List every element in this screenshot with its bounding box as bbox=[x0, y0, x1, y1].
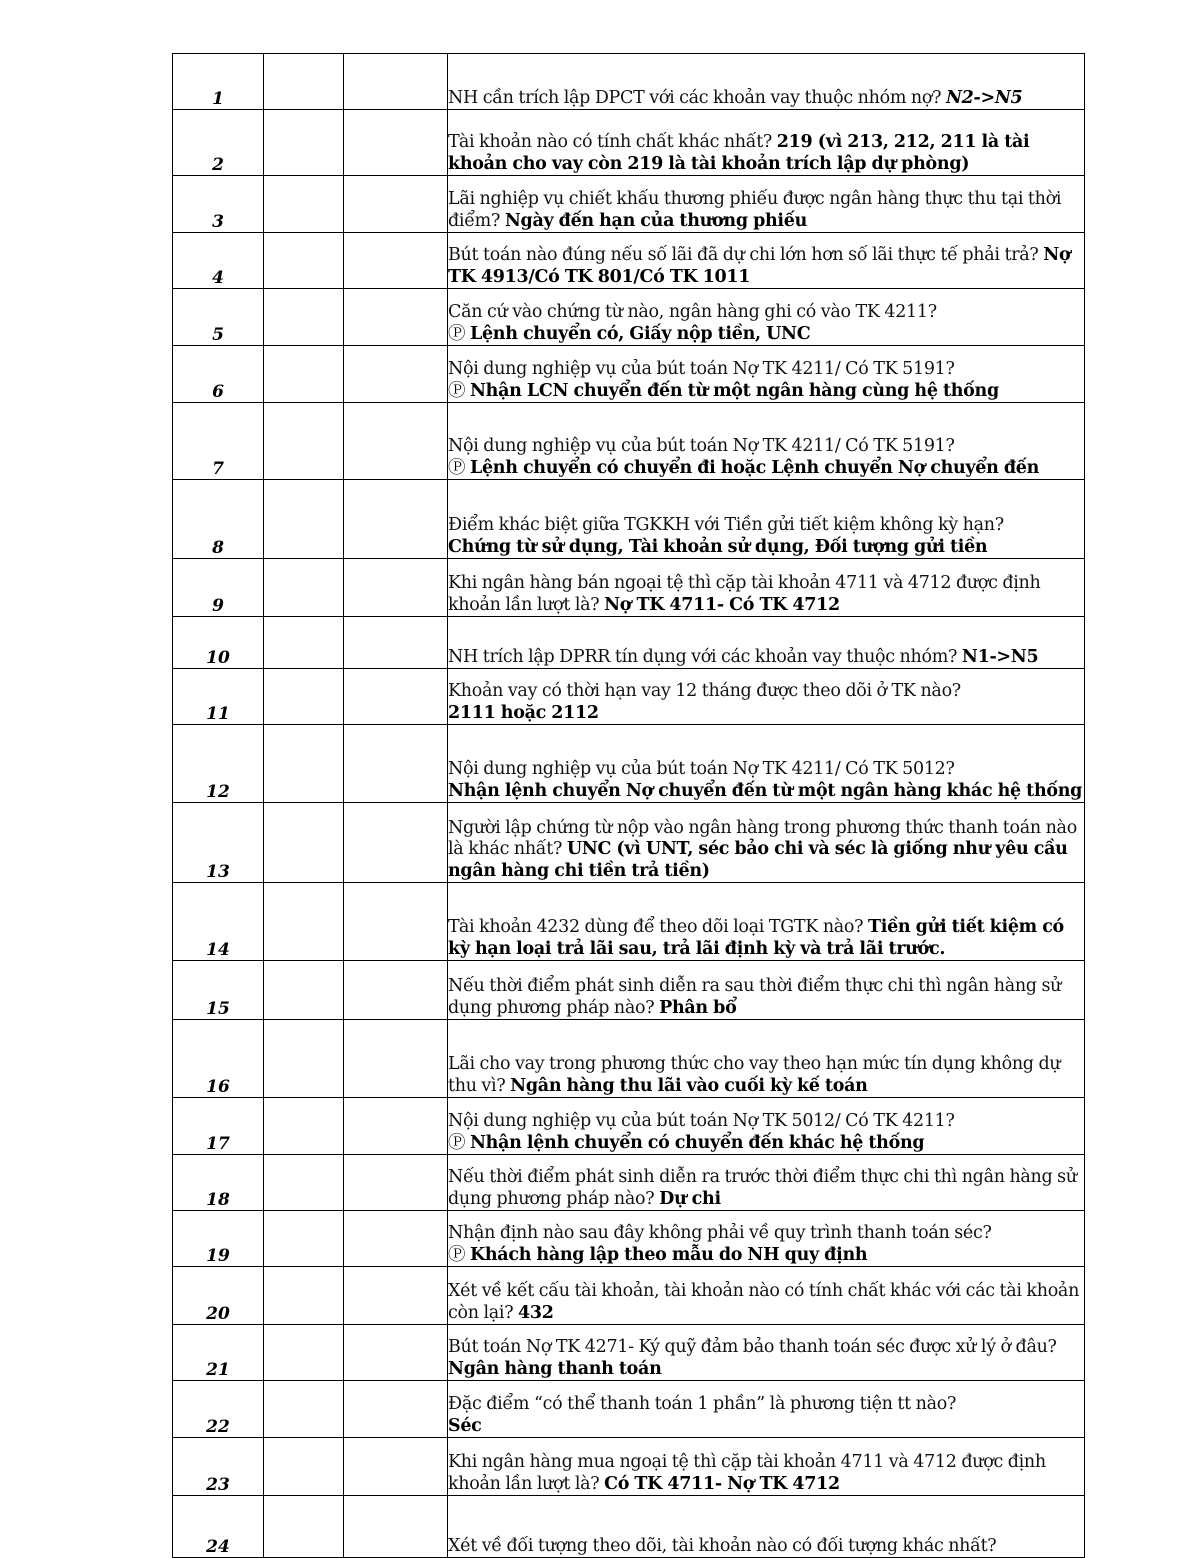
question-number: 19 bbox=[173, 1211, 264, 1267]
question-cell bbox=[448, 233, 1085, 289]
question-text: Điểm khác biệt giữa TGKKH với Tiền gửi tiết kiệm không kỳ hạn? bbox=[448, 515, 1004, 535]
question-number: 21 bbox=[173, 1325, 264, 1381]
question-text: Khoản vay có thời hạn vay 12 tháng được theo dõi ở TK nào? bbox=[448, 681, 961, 701]
empty-cell bbox=[264, 1211, 344, 1267]
table-row bbox=[173, 1020, 1085, 1098]
question-number: 17 bbox=[173, 1098, 264, 1155]
question-answer-table bbox=[172, 53, 1085, 1558]
empty-cell bbox=[344, 1496, 448, 1558]
answer-text: N1->N5 bbox=[961, 646, 1039, 667]
question-cell bbox=[448, 1381, 1085, 1438]
question-cell bbox=[448, 1098, 1085, 1155]
table-row bbox=[173, 233, 1085, 289]
question-text: Đặc điểm “có thể thanh toán 1 phần” là phương tiện tt nào? bbox=[448, 1394, 957, 1414]
empty-cell bbox=[264, 1020, 344, 1098]
empty-cell bbox=[264, 559, 344, 617]
empty-cell bbox=[264, 1098, 344, 1155]
question-text: Lãi nghiệp vụ chiết khấu thương phiếu được ngân hàng thực thu tại thời điểm? bbox=[448, 189, 1062, 231]
question-number: 6 bbox=[173, 346, 264, 403]
table-row bbox=[173, 1098, 1085, 1155]
question-number: 10 bbox=[173, 617, 264, 669]
table-row bbox=[173, 1381, 1085, 1438]
empty-cell bbox=[344, 176, 448, 233]
empty-cell bbox=[264, 1267, 344, 1325]
question-text: NH trích lập DPRR tín dụng với các khoản vay thuộc nhóm? bbox=[448, 646, 962, 667]
table-row bbox=[173, 480, 1085, 559]
empty-cell bbox=[264, 403, 344, 480]
empty-cell bbox=[344, 725, 448, 803]
empty-cell bbox=[264, 803, 344, 883]
empty-cell bbox=[264, 1438, 344, 1496]
question-number: 7 bbox=[173, 403, 264, 480]
table-row bbox=[173, 883, 1085, 961]
question-cell bbox=[448, 1155, 1085, 1211]
answer-text: Ngân hàng thanh toán bbox=[448, 1358, 662, 1379]
question-text: Tài khoản nào có tính chất khác nhất? bbox=[448, 132, 777, 152]
empty-cell bbox=[264, 54, 344, 110]
answer-text: UNC (vì UNT, séc bảo chi và séc là giống như yêu cầu ngân hàng chi tiền trả tiền) bbox=[448, 839, 1068, 881]
empty-cell bbox=[264, 617, 344, 669]
question-text: Bút toán Nợ TK 4271- Ký quỹ đảm bảo thanh toán séc được xử lý ở đâu? bbox=[448, 1337, 1057, 1357]
question-cell bbox=[448, 346, 1085, 403]
question-text: Nội dung nghiệp vụ của bút toán Nợ TK 4211/ Có TK 5191? bbox=[448, 436, 955, 456]
table-row bbox=[173, 1325, 1085, 1381]
question-text: Nội dung nghiệp vụ của bút toán Nợ TK 5012/ Có TK 4211? bbox=[448, 1111, 955, 1131]
answer-text: Nợ TK 4711- Có TK 4712 bbox=[604, 594, 840, 615]
question-text: Khi ngân hàng mua ngoại tệ thì cặp tài khoản 4711 và 4712 được định khoản lần lượt là? bbox=[448, 1452, 1046, 1494]
empty-cell bbox=[344, 803, 448, 883]
question-text: Nội dung nghiệp vụ của bút toán Nợ TK 4211/ Có TK 5012? bbox=[448, 759, 955, 779]
table-row bbox=[173, 1211, 1085, 1267]
empty-cell bbox=[344, 669, 448, 725]
question-text: Người lập chứng từ nộp vào ngân hàng trong phương thức thanh toán nào là khác nhất? bbox=[448, 817, 1077, 859]
bullet-symbol: Ⓟ bbox=[448, 1244, 466, 1265]
answer-text: Séc bbox=[448, 1415, 482, 1436]
question-number: 13 bbox=[173, 803, 264, 883]
empty-cell bbox=[264, 669, 344, 725]
answer-text: Nợ TK 4913/Có TK 801/Có TK 1011 bbox=[448, 245, 1071, 287]
question-text: Nội dung nghiệp vụ của bút toán Nợ TK 4211/ Có TK 5191? bbox=[448, 359, 955, 379]
answer-text: Tiền gửi tiết kiệm có kỳ hạn loại trả lãi sau, trả lãi định kỳ và trả lãi trước. bbox=[448, 917, 1064, 959]
question-number: 2 bbox=[173, 110, 264, 176]
table-row bbox=[173, 725, 1085, 803]
empty-cell bbox=[264, 1325, 344, 1381]
empty-cell bbox=[264, 346, 344, 403]
question-number: 14 bbox=[173, 883, 264, 961]
question-cell bbox=[448, 480, 1085, 559]
empty-cell bbox=[264, 110, 344, 176]
answer-text: Dự chi bbox=[659, 1188, 721, 1209]
question-number: 12 bbox=[173, 725, 264, 803]
answer-text: Có TK 4711- Nợ TK 4712 bbox=[604, 1473, 840, 1494]
bullet-symbol: Ⓟ bbox=[448, 380, 466, 401]
empty-cell bbox=[344, 1267, 448, 1325]
table-row bbox=[173, 961, 1085, 1020]
question-text: Căn cứ vào chứng từ nào, ngân hàng ghi có vào TK 4211? bbox=[448, 302, 937, 322]
question-cell bbox=[448, 1020, 1085, 1098]
empty-cell bbox=[344, 54, 448, 110]
answer-text: 219 (vì 213, 212, 211 là tài khoản cho vay còn 219 là tài khoản trích lập dự phòng) bbox=[448, 132, 1030, 174]
table-row bbox=[173, 1267, 1085, 1325]
question-number: 5 bbox=[173, 289, 264, 346]
table-row bbox=[173, 1438, 1085, 1496]
question-number: 1 bbox=[173, 54, 264, 110]
empty-cell bbox=[344, 883, 448, 961]
bullet-symbol: Ⓟ bbox=[448, 323, 466, 344]
question-text: Xét về kết cấu tài khoản, tài khoản nào có tính chất khác với các tài khoản còn lại? bbox=[448, 1281, 1080, 1323]
empty-cell bbox=[264, 176, 344, 233]
question-text: Nhận định nào sau đây không phải về quy trình thanh toán séc? bbox=[448, 1223, 992, 1243]
question-text: Lãi cho vay trong phương thức cho vay theo hạn mức tín dụng không dự thu vì? bbox=[448, 1054, 1061, 1096]
question-text: Bút toán nào đúng nếu số lãi đã dự chi lớn hơn số lãi thực tế phải trả? bbox=[448, 245, 1044, 265]
answer-text: Ngân hàng thu lãi vào cuối kỳ kế toán bbox=[510, 1075, 868, 1096]
table-body bbox=[173, 54, 1085, 1558]
question-number: 23 bbox=[173, 1438, 264, 1496]
empty-cell bbox=[264, 480, 344, 559]
question-number: 15 bbox=[173, 961, 264, 1020]
empty-cell bbox=[344, 1381, 448, 1438]
empty-cell bbox=[344, 1020, 448, 1098]
question-cell bbox=[448, 1496, 1085, 1558]
question-cell bbox=[448, 403, 1085, 480]
question-number: 3 bbox=[173, 176, 264, 233]
empty-cell bbox=[344, 961, 448, 1020]
answer-text: Khách hàng lập theo mẫu do NH quy định bbox=[469, 1244, 868, 1265]
table-row bbox=[173, 1496, 1085, 1558]
table-row bbox=[173, 54, 1085, 110]
answer-text: 432 bbox=[518, 1302, 554, 1323]
question-text: Tài khoản 4232 dùng để theo dõi loại TGTK nào? bbox=[448, 917, 869, 937]
empty-cell bbox=[344, 617, 448, 669]
empty-cell bbox=[264, 233, 344, 289]
empty-cell bbox=[344, 289, 448, 346]
question-number: 9 bbox=[173, 559, 264, 617]
question-cell bbox=[448, 559, 1085, 617]
question-number: 4 bbox=[173, 233, 264, 289]
table-row bbox=[173, 803, 1085, 883]
answer-text: Ngày đến hạn của thương phiếu bbox=[504, 210, 808, 231]
table-row bbox=[173, 110, 1085, 176]
answer-text: Phân bổ bbox=[659, 997, 737, 1018]
question-number: 11 bbox=[173, 669, 264, 725]
table-row bbox=[173, 403, 1085, 480]
bullet-symbol: Ⓟ bbox=[448, 457, 466, 478]
question-cell bbox=[448, 669, 1085, 725]
question-number: 22 bbox=[173, 1381, 264, 1438]
bullet-symbol: Ⓟ bbox=[448, 1132, 466, 1153]
question-cell bbox=[448, 54, 1085, 110]
answer-text: Nhận LCN chuyển đến từ một ngân hàng cùng hệ thống bbox=[469, 380, 999, 401]
table-row bbox=[173, 559, 1085, 617]
answer-text: Chứng từ sử dụng, Tài khoản sử dụng, Đối tượng gửi tiền bbox=[448, 536, 988, 557]
table-row bbox=[173, 346, 1085, 403]
question-cell bbox=[448, 961, 1085, 1020]
question-text: Xét về đối tượng theo dõi, tài khoản nào có đối tượng khác nhất? bbox=[448, 1535, 997, 1556]
empty-cell bbox=[344, 110, 448, 176]
question-cell bbox=[448, 617, 1085, 669]
empty-cell bbox=[264, 725, 344, 803]
empty-cell bbox=[344, 1438, 448, 1496]
question-cell bbox=[448, 803, 1085, 883]
empty-cell bbox=[264, 883, 344, 961]
empty-cell bbox=[264, 1381, 344, 1438]
question-cell bbox=[448, 1211, 1085, 1267]
table-row bbox=[173, 669, 1085, 725]
empty-cell bbox=[344, 1098, 448, 1155]
empty-cell bbox=[344, 403, 448, 480]
question-number: 8 bbox=[173, 480, 264, 559]
answer-text: N2->N5 bbox=[945, 87, 1023, 108]
question-cell bbox=[448, 289, 1085, 346]
answer-text: Nhận lệnh chuyển có chuyển đến khác hệ thống bbox=[469, 1132, 925, 1153]
question-cell bbox=[448, 883, 1085, 961]
empty-cell bbox=[344, 559, 448, 617]
empty-cell bbox=[344, 1155, 448, 1211]
empty-cell bbox=[264, 1496, 344, 1558]
table-row bbox=[173, 289, 1085, 346]
question-number: 24 bbox=[173, 1496, 264, 1558]
answer-text: Nhận lệnh chuyển Nợ chuyển đến từ một ngân hàng khác hệ thống bbox=[448, 780, 1083, 801]
empty-cell bbox=[344, 1211, 448, 1267]
answer-text: Lệnh chuyển có, Giấy nộp tiền, UNC bbox=[469, 323, 811, 344]
table-row bbox=[173, 176, 1085, 233]
table-row bbox=[173, 1155, 1085, 1211]
empty-cell bbox=[344, 346, 448, 403]
table-row bbox=[173, 617, 1085, 669]
question-text: Nếu thời điểm phát sinh diễn ra trước thời điểm thực chi thì ngân hàng sử dụng phương pháp nào? bbox=[448, 1167, 1077, 1209]
question-cell bbox=[448, 1438, 1085, 1496]
question-text: NH cần trích lập DPCT với các khoản vay thuộc nhóm nợ? bbox=[448, 87, 946, 108]
question-text: Nếu thời điểm phát sinh diễn ra sau thời điểm thực chi thì ngân hàng sử dụng phương pháp nào? bbox=[448, 976, 1062, 1018]
answer-text: Lệnh chuyển có chuyển đi hoặc Lệnh chuyển Nợ chuyển đến bbox=[469, 457, 1040, 478]
answer-text: 2111 hoặc 2112 bbox=[448, 702, 599, 723]
question-number: 16 bbox=[173, 1020, 264, 1098]
question-cell bbox=[448, 1267, 1085, 1325]
question-cell bbox=[448, 110, 1085, 176]
question-cell bbox=[448, 1325, 1085, 1381]
empty-cell bbox=[264, 289, 344, 346]
empty-cell bbox=[344, 480, 448, 559]
question-cell bbox=[448, 176, 1085, 233]
question-number: 20 bbox=[173, 1267, 264, 1325]
question-cell bbox=[448, 725, 1085, 803]
question-text: Khi ngân hàng bán ngoại tệ thì cặp tài khoản 4711 và 4712 được định khoản lần lượt là? bbox=[448, 573, 1041, 615]
empty-cell bbox=[264, 961, 344, 1020]
empty-cell bbox=[264, 1155, 344, 1211]
empty-cell bbox=[344, 233, 448, 289]
empty-cell bbox=[344, 1325, 448, 1381]
question-number: 18 bbox=[173, 1155, 264, 1211]
